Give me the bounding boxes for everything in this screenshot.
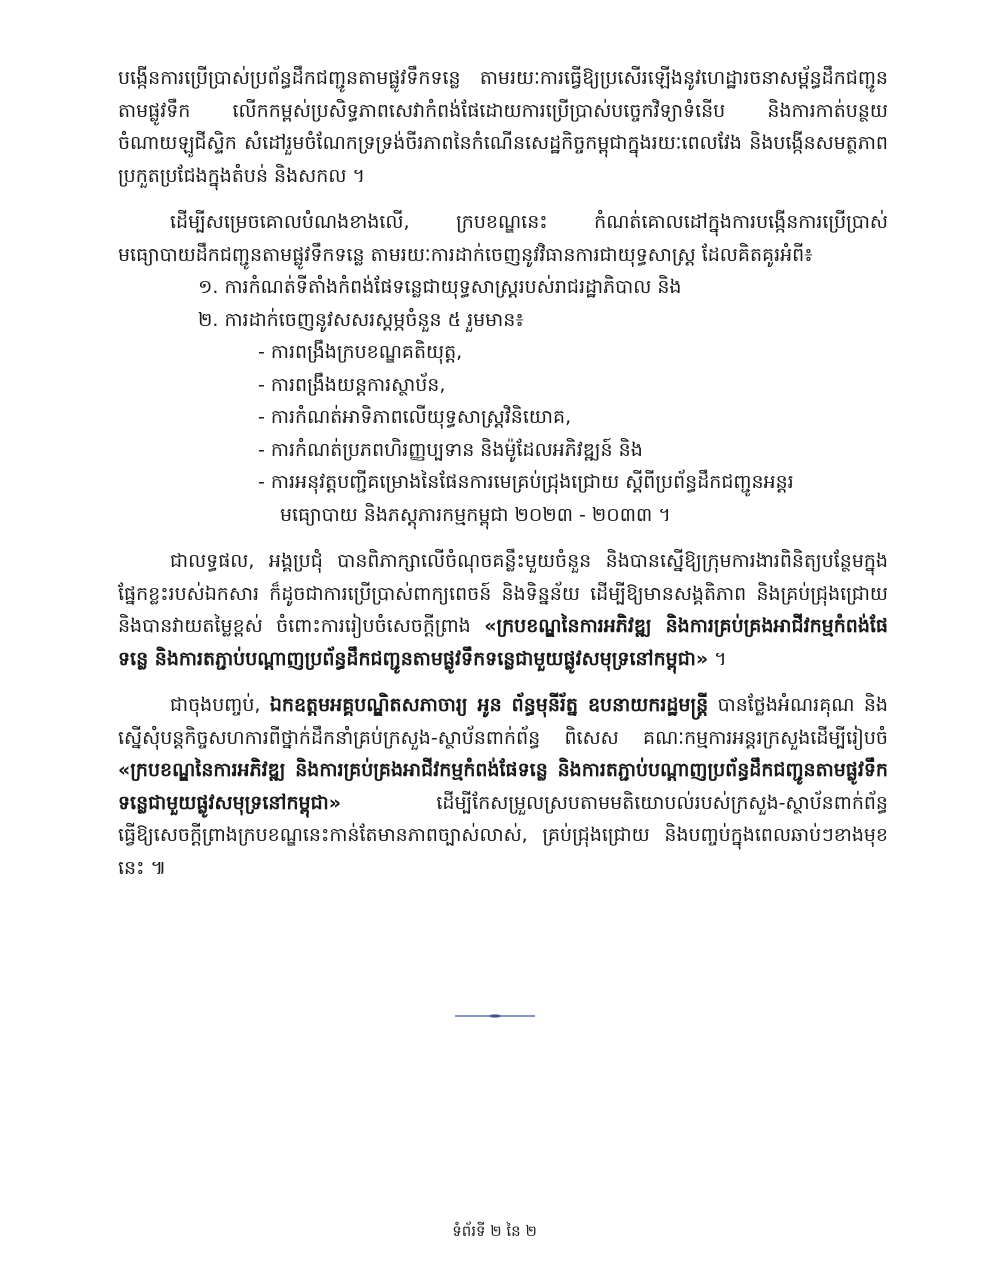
pillar-text: - ការកំណត់អាទិភាពលើយុទ្ធសាស្ត្រវិនិយោគ, (258, 406, 572, 428)
pillar-text: - ការកំណត់ប្រភពហិរញ្ញប្បទាន និងម៉ូដែលអភិវឌ្ឍន៍ និង (258, 438, 643, 461)
paragraph-2: ដើម្បីសម្រេចគោលបំណងខាងលើ, ក្របខណ្ឌនេះ កំណត់គោលដៅក្នុងការបង្កើនការប្រើប្រាស់មធ្យោបាយដឹកជញ្ជូនតាមផ្លូវទឹកទន្លេ តាមរយៈការដាក់ចេញនូវវិធានការជាយុទ្ធសាស្ត្រ ដែលគិតគូរអំពី៖ (118, 211, 888, 266)
document-body (118, 62, 888, 898)
paragraph-1: បង្កើនការប្រើប្រាស់ប្រព័ន្ធដឹកជញ្ជូនតាមផ្លូវទឹកទន្លេ តាមរយៈការធ្វើឱ្យប្រសើរឡើងនូវហេដ្ឋារចនាសម្ព័ន្ធដឹកជញ្ជូនតាមផ្លូវទឹក លើកកម្ពស់ប្រសិទ្ធភាពសេវាកំពង់ផែដោយការប្រើប្រាស់បច្ចេកវិទ្យាទំនើប និងការកាត់បន្ថយចំណាយឡូជីស្ទិក សំដៅរួមចំណែកទ្រទ្រង់ចីរភាពនៃកំណើនសេដ្ឋកិច្ចកម្ពុជាក្នុងរយៈពេលវែង និងបង្កើនសមត្ថភាពប្រកួតប្រជែងក្នុងតំបន់ និងសកល ។ (118, 67, 888, 187)
pillar-text: - ការអនុវត្តបញ្ជីគម្រោងនៃផែនការមេគ្រប់ជ្រុងជ្រោយ ស្តីពីប្រព័ន្ធដឹកជញ្ជូនអន្តរ (258, 471, 794, 493)
pillar-item (258, 401, 888, 434)
pillar-item (258, 466, 888, 531)
paragraph-4-start: ជាចុងបញ្ចប់, (170, 694, 270, 716)
end-ornament (455, 1012, 535, 1020)
numbered-item-2: ២. ការដាក់ចេញនូវសសរស្តម្ភចំនួន ៥ រួមមាន៖ (198, 308, 524, 331)
numbered-item-1: ១. ការកំណត់ទីតាំងកំពង់ផែទន្លេជាយុទ្ធសាស្ត្ររបស់រាជរដ្ឋាភិបាល និង (198, 276, 682, 298)
pillar-list (118, 336, 888, 531)
pillar-text-continuation: មធ្យោបាយ និងភស្តុភារកម្មកម្ពុជា ២០២៣ - ២០៣៣ ។ (280, 503, 671, 526)
paragraph-4-mid: បានថ្លែងអំណរគុណ និងស្នើសុំបន្តកិច្ចសហការពីថ្នាក់ដឹកនាំគ្រប់ក្រសួង-ស្ថាប័នពាក់ព័ន្ធ ពិសេស គណៈកម្មការអន្តរក្រសួងដើម្បីរៀបចំ (118, 694, 888, 749)
framework-title-2: «ក្របខណ្ឌនៃការអភិវឌ្ឍ និងការគ្រប់គ្រងអាជីវកម្មកំពង់ផែទន្លេ និងការតភ្ជាប់បណ្តាញប្រព័ន្ធដឹកជញ្ជូនតាមផ្លូវទឹកទន្លេជាមួយផ្លូវសមុទ្រនៅកម្ពុជា» (118, 759, 888, 814)
paragraph-4 (118, 689, 888, 884)
paragraph-4-end: ដើម្បីកែសម្រួលស្របតាមមតិយោបល់របស់ក្រសួង-ស្ថាប័នពាក់ព័ន្ធ ធ្វើឱ្យសេចក្តីព្រាងក្របខណ្ឌនេះកាន់តែមានភាពច្បាស់លាស់, គ្រប់ជ្រុងជ្រោយ និងបញ្ចប់ក្នុងពេលឆាប់ៗខាងមុខនេះ ៕ (118, 791, 888, 879)
pillar-text: - ការពង្រឹងយន្តការស្ថាប័ន, (258, 373, 446, 396)
pillar-item (258, 369, 888, 402)
pillar-item (258, 434, 888, 467)
framework-title: «ក្របខណ្ឌនៃការអភិវឌ្ឍ និងការគ្រប់គ្រងអាជីវកម្មកំពង់ផែទន្លេ និងការតភ្ជាប់បណ្តាញប្រព័ន្ធដឹកជញ្ជូនតាមផ្លូវទឹកទន្លេជាមួយផ្លូវសមុទ្រនៅកម្ពុជា» (118, 615, 888, 670)
pillar-text: - ការពង្រឹងក្របខណ្ឌគតិយុត្ត, (258, 341, 463, 363)
paragraph-3-text: ជាលទ្ធផល, អង្គប្រជុំ បានពិភាក្សាលើចំណុចគន្លឹះមួយចំនួន និងបានស្នើឱ្យក្រុមការងារពិនិត្យបន្ថែមក្នុងផ្នែកខ្លះរបស់ឯកសារ ក៏ដូចជាការប្រើប្រាស់ពាក្យពេចន៍ និងទិន្នន័យ ដើម្បីឱ្យមានសង្គតិភាព និងគ្រប់ជ្រុងជ្រោយ និងបានវាយតម្លៃខ្ពស់ ចំពោះការរៀបចំសេចក្តីព្រាង (118, 550, 888, 637)
pillar-item (258, 336, 888, 369)
paragraph-3-end: ។ (708, 647, 727, 670)
paragraph-3 (118, 545, 888, 675)
deputy-pm-name: ឯកឧត្តមអគ្គបណ្ឌិតសភាចារ្យ អូន ព័ន្ធមុនីរ័ត្ន ឧបនាយករដ្ឋមន្ត្រី (269, 694, 709, 716)
page-number: ទំព័រទី ២ នៃ ២ (452, 1222, 537, 1240)
